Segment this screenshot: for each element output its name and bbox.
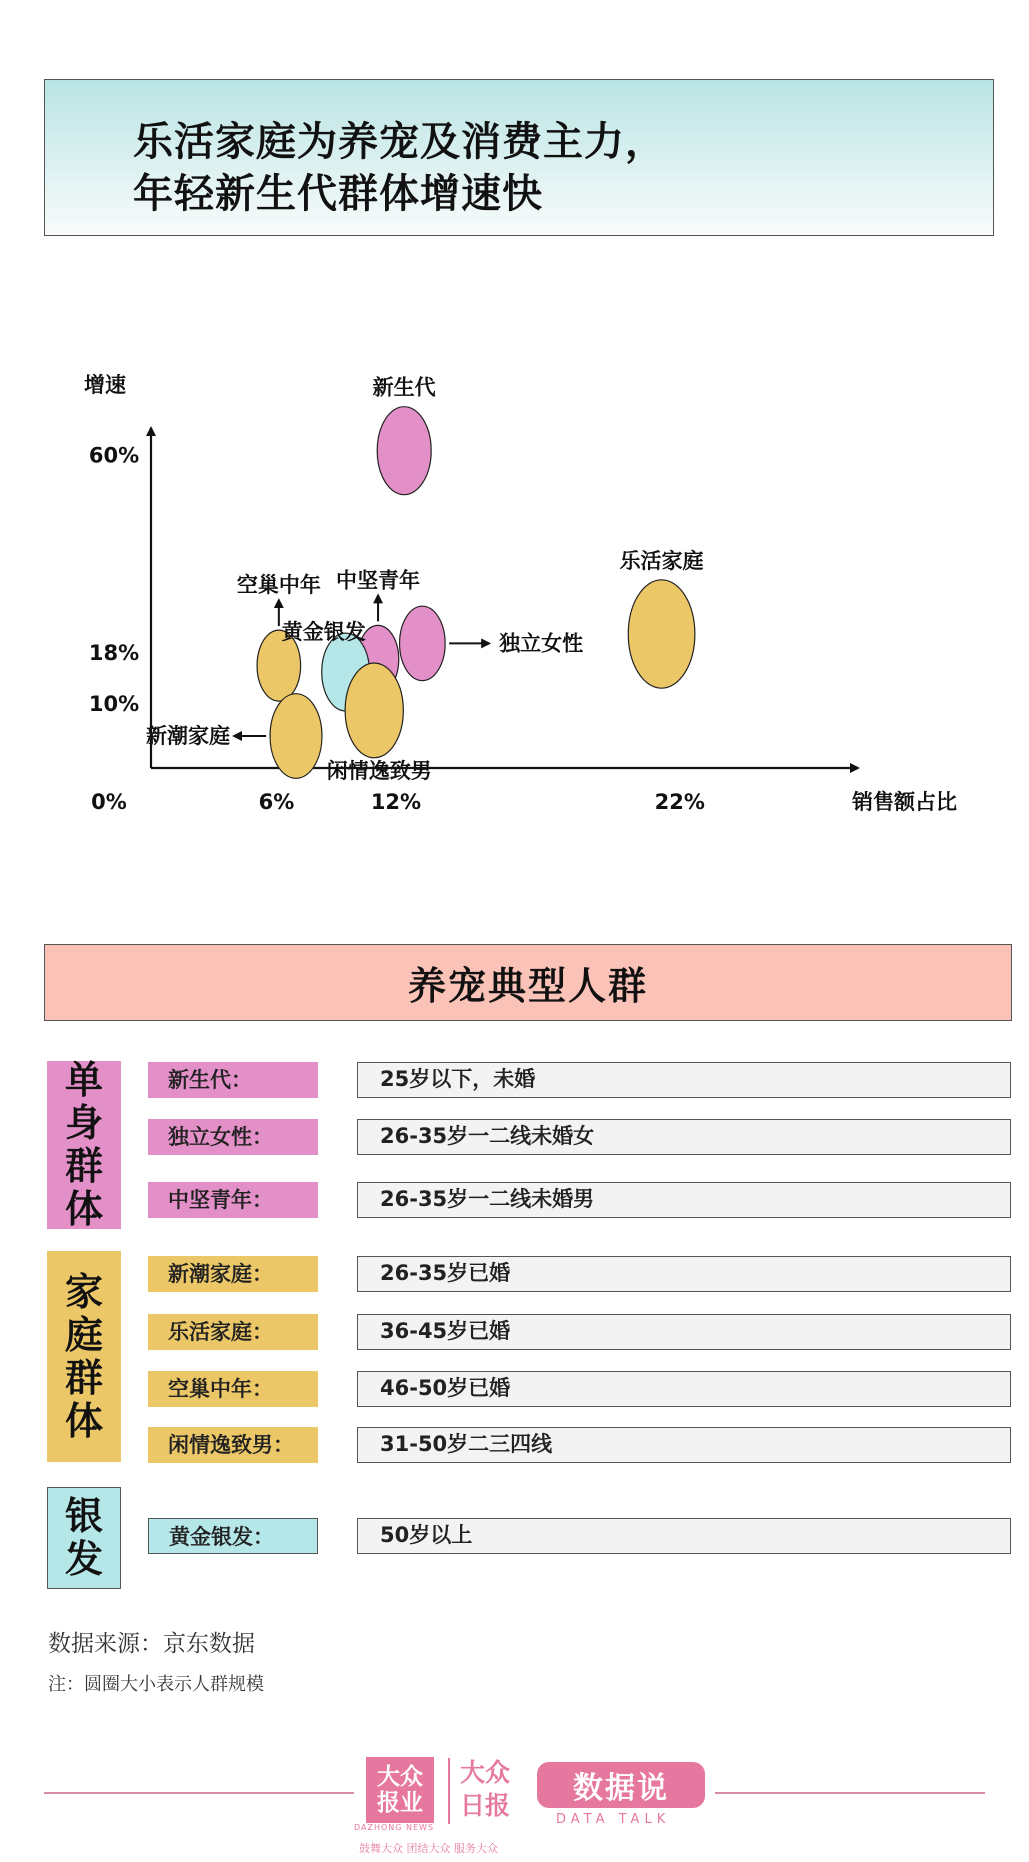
logo-bottom-text: 报业 <box>377 1790 423 1816</box>
y-axis-label: 增速 <box>84 373 126 397</box>
row-label: 独立女性： <box>148 1119 318 1155</box>
group-tag-char: 家 <box>64 1269 103 1314</box>
bubble-chart <box>0 350 1029 840</box>
data-talk-en: DATA TALK <box>556 1812 671 1827</box>
bubble <box>400 606 446 680</box>
group-tag-char: 发 <box>64 1537 103 1581</box>
group-tag <box>47 1487 121 1589</box>
chart-note: 注：圆圈大小表示人群规模 <box>48 1674 264 1695</box>
x-tick-label: 6% <box>258 790 295 814</box>
row-label: 闲情逸致男： <box>148 1427 318 1463</box>
row-value: 36-45岁已婚 <box>357 1314 1011 1350</box>
bubble-label: 独立女性 <box>499 631 584 656</box>
bubble-label: 空巢中年 <box>236 573 321 598</box>
title-banner <box>44 79 994 236</box>
group-tag-char: 庭 <box>64 1312 103 1357</box>
group-tag-char: 体 <box>64 1398 103 1443</box>
logo-top-text: 大众 <box>377 1764 423 1790</box>
logo-divider <box>448 1758 450 1824</box>
row-value: 26-35岁已婚 <box>357 1256 1011 1292</box>
dazhong-news-logo <box>366 1757 434 1823</box>
x-axis-label: 销售额占比 <box>852 790 957 814</box>
brand-line-1: 大众 <box>460 1758 511 1787</box>
group-tag <box>47 1058 121 1231</box>
x-tick-label: 0% <box>91 790 127 814</box>
row-label: 黄金银发： <box>148 1518 318 1554</box>
group-tag-char: 群 <box>64 1355 103 1400</box>
group-tag-char: 银 <box>64 1494 103 1538</box>
dazhong-daily-logo <box>460 1756 510 1822</box>
group-tag-char: 群 <box>64 1144 103 1188</box>
row-value: 25岁以下，未婚 <box>357 1062 1011 1098</box>
bubble <box>377 407 431 495</box>
footer-divider-left <box>44 1792 354 1794</box>
row-label: 新潮家庭： <box>148 1256 318 1292</box>
group-tag <box>47 1251 121 1462</box>
row-value: 26-35岁一二线未婚男 <box>357 1182 1011 1218</box>
bubble-label: 闲情逸致男 <box>326 758 432 783</box>
title-line-2: 年轻新生代群体增速快 <box>133 171 543 217</box>
bubble-label: 乐活家庭 <box>619 548 704 573</box>
row-label: 乐活家庭： <box>148 1314 318 1350</box>
x-tick-label: 22% <box>654 790 705 814</box>
bubble-label: 中坚青年 <box>336 568 421 593</box>
bubble <box>628 580 695 688</box>
row-value: 50岁以上 <box>357 1518 1011 1554</box>
row-value: 26-35岁一二线未婚女 <box>357 1119 1011 1155</box>
logo-sub-text: DAZHONG NEWS <box>354 1823 435 1832</box>
section-title: 养宠典型人群 <box>44 944 1012 1021</box>
row-label: 空巢中年： <box>148 1371 318 1407</box>
bubble-label: 新生代 <box>372 375 436 400</box>
footer-divider-right <box>715 1792 985 1794</box>
title-line-1: 乐活家庭为养宠及消费主力， <box>133 119 666 165</box>
y-tick-label: 18% <box>88 640 140 665</box>
row-value: 46-50岁已婚 <box>357 1371 1011 1407</box>
footer-slogan: 鼓舞大众 团结大众 服务大众 <box>359 1842 498 1855</box>
y-tick-label: 60% <box>88 443 140 468</box>
bubble <box>345 663 403 758</box>
group-tag-char: 体 <box>64 1187 103 1231</box>
bubble-label: 新潮家庭 <box>146 724 231 748</box>
row-value: 31-50岁二三四线 <box>357 1427 1011 1463</box>
data-talk-logo: 数据说 <box>537 1762 705 1808</box>
bubble <box>270 694 322 779</box>
data-source: 数据来源：京东数据 <box>48 1631 255 1657</box>
group-tag-char: 身 <box>64 1101 103 1145</box>
row-label: 新生代： <box>148 1062 318 1098</box>
group-tag-char: 单 <box>64 1058 103 1102</box>
x-tick-label: 12% <box>370 790 422 814</box>
y-tick-label: 10% <box>88 692 140 716</box>
bubble-label: 黄金银发 <box>281 620 366 645</box>
brand-line-2: 日报 <box>460 1791 511 1820</box>
row-label: 中坚青年： <box>148 1182 318 1218</box>
